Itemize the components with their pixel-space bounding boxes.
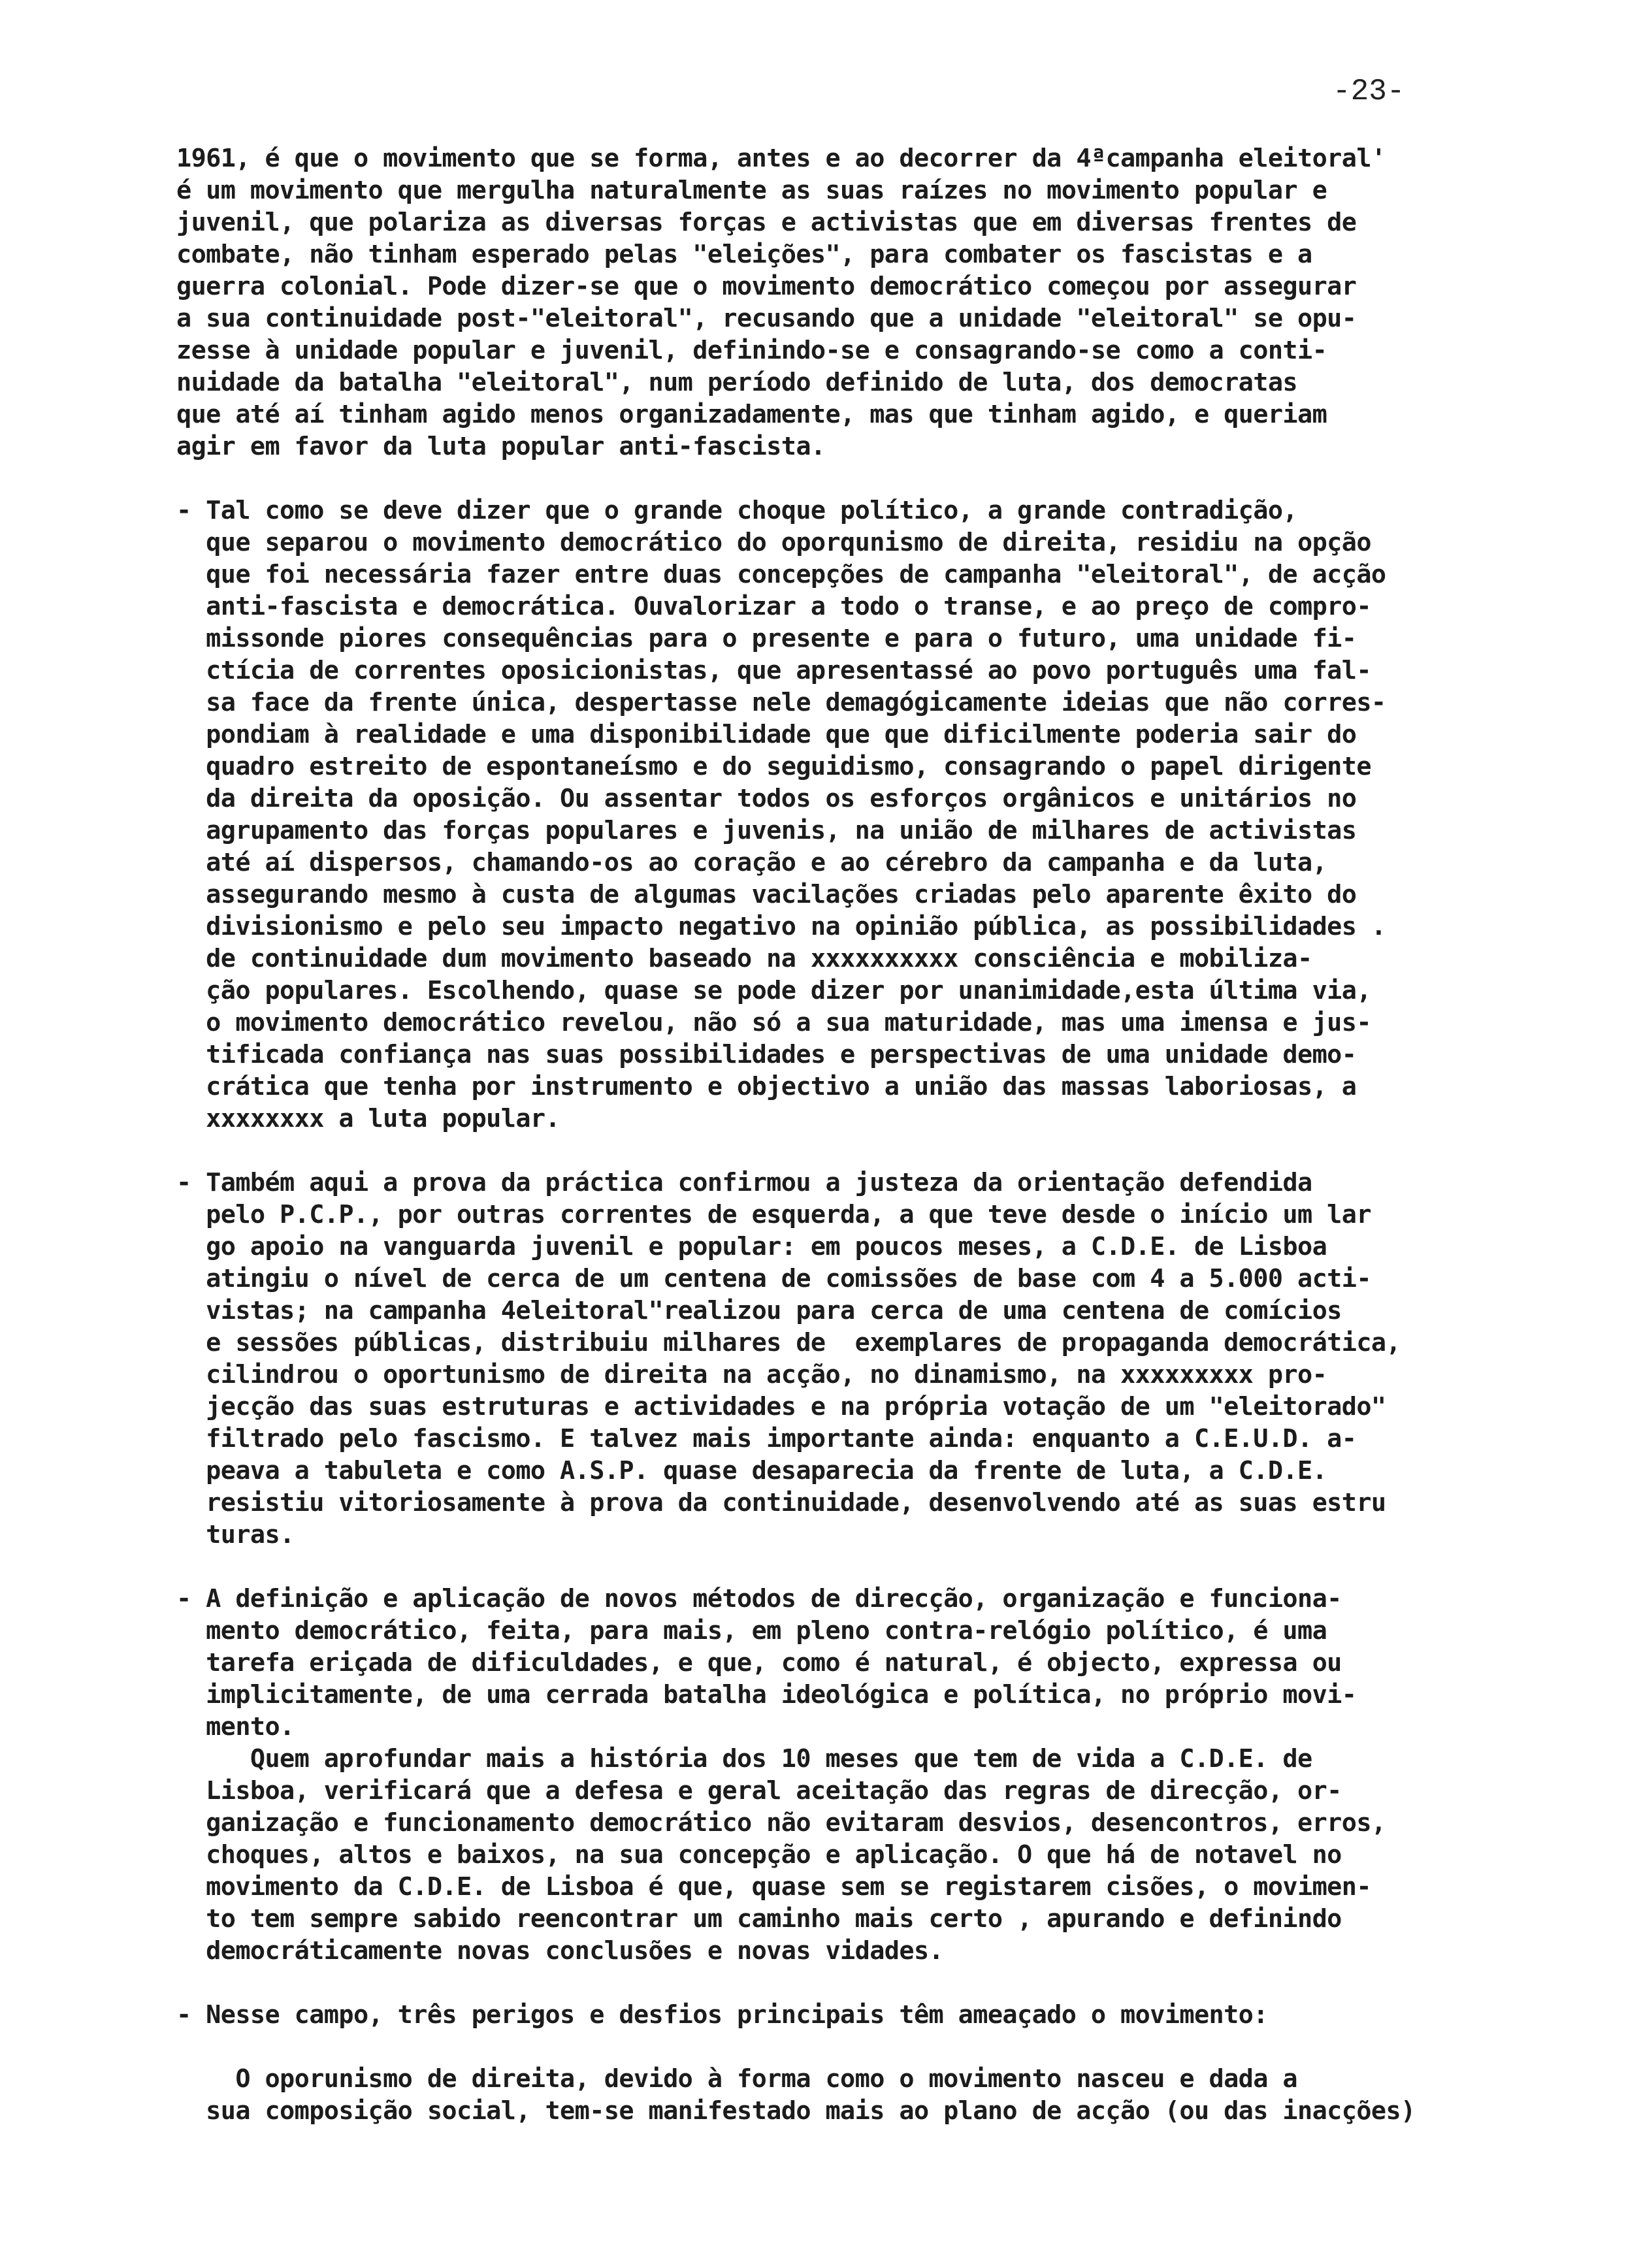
paragraph-3 (176, 1167, 1600, 1551)
text-line: tarefa eriçada de dificuldades, e que, como é natural, é objecto, expressa ou (176, 1648, 1342, 1677)
text-line: é um movimento que mergulha naturalmente as suas raízes no movimento popular e (176, 176, 1327, 205)
text-line: nuidade da batalha "eleitoral", num período definido de luta, dos democratas (176, 368, 1298, 397)
text-line: juvenil, que polariza as diversas forças e activistas que em diversas frentes de (176, 208, 1357, 237)
text-line: xxxxxxxx a luta popular. (176, 1104, 561, 1133)
paragraph-6 (176, 2063, 1600, 2127)
text-line: guerra colonial. Pode dizer-se que o movimento democrático começou por assegurar (176, 272, 1357, 301)
text-line: divisionismo e pelo seu impacto negativo na opinião pública, as possibilidades . (176, 912, 1386, 941)
text-line: quadro estreito de espontaneísmo e do seguidismo, consagrando o papel dirigente (176, 752, 1371, 781)
text-line: combate, não tinham esperado pelas "eleições", para combater os fascistas e a (176, 240, 1312, 269)
text-line: o movimento democrático revelou, não só a sua maturidade, mas uma imensa e jus- (176, 1008, 1371, 1037)
text-line: e sessões públicas, distribuiu milhares de exemplares de propaganda democrática, (176, 1328, 1401, 1357)
text-line: peava a tabuleta e como A.S.P. quase desaparecia da frente de luta, a C.D.E. (176, 1456, 1327, 1485)
text-line: democráticamente novas conclusões e novas vidades. (176, 1936, 944, 1966)
text-line: turas. (176, 1520, 295, 1549)
paragraph-gap (176, 1967, 1600, 1999)
text-line: jecção das suas estruturas e actividades e na própria votação de um "eleitorado" (176, 1392, 1386, 1421)
text-line: Quem aprofundar mais a história dos 10 meses que tem de vida a C.D.E. de (176, 1744, 1312, 1774)
paragraph-2 (176, 494, 1600, 1135)
paragraph-4 (176, 1583, 1600, 1967)
paragraph-gap (176, 462, 1600, 494)
text-line: de continuidade dum movimento baseado na xxxxxxxxxx consciência e mobiliza- (176, 944, 1312, 973)
text-line: atingiu o nível de cerca de um centena de comissões de base com 4 a 5.000 acti- (176, 1264, 1371, 1293)
text-line: O oporunismo de direita, devido à forma como o movimento nasceu e dada a (176, 2064, 1298, 2094)
text-line: crática que tenha por instrumento e objectivo a união das massas laboriosas, a (176, 1072, 1357, 1101)
text-line: choques, altos e baixos, na sua concepção e aplicação. O que há de notavel no (176, 1840, 1342, 1870)
text-line: - A definição e aplicação de novos métodos de direcção, organização e funciona- (176, 1584, 1342, 1613)
text-line: a sua continuidade post-"eleitoral", recusando que a unidade "eleitoral" se opu- (176, 304, 1357, 333)
text-line: go apoio na vanguarda juvenil e popular: em poucos meses, a C.D.E. de Lisboa (176, 1232, 1327, 1261)
text-line: 1961, é que o movimento que se forma, antes e ao decorrer da 4ªcampanha eleitoral' (176, 144, 1386, 173)
text-line: mento democrático, feita, para mais, em pleno contra-relógio político, é uma (176, 1616, 1327, 1645)
text-line: pelo P.C.P., por outras correntes de esquerda, a que teve desde o início um lar (176, 1200, 1371, 1229)
text-line: - Também aqui a prova da práctica confirmou a justeza da orientação defendida (176, 1168, 1312, 1197)
text-line: vistas; na campanha 4eleitoral"realizou para cerca de uma centena de comícios (176, 1296, 1342, 1325)
text-line: resistiu vitoriosamente à prova da continuidade, desenvolvendo até as suas estru (176, 1488, 1386, 1517)
paragraph-gap (176, 1551, 1600, 1583)
text-line: movimento da C.D.E. de Lisboa é que, quase sem se registarem cisões, o movimen- (176, 1872, 1371, 1902)
text-line: tificada confiança nas suas possibilidades e perspectivas de uma unidade demo- (176, 1040, 1357, 1069)
text-line: mento. (176, 1712, 295, 1742)
text-line: anti-fascista e democrática. Ouvalorizar a todo o transe, e ao preço de compro- (176, 592, 1371, 621)
text-line: - Nesse campo, três perigos e desfios principais têm ameaçado o movimento: (176, 2000, 1268, 2030)
text-line: assegurando mesmo à custa de algumas vacilações criadas pelo aparente êxito do (176, 880, 1357, 909)
text-line: implicitamente, de uma cerrada batalha ideológica e política, no próprio movi- (176, 1680, 1357, 1709)
text-line: pondiam à realidade e uma disponibilidade que que dificilmente poderia sair do (176, 720, 1357, 749)
page-number: -23- (1333, 74, 1405, 108)
text-line: - Tal como se deve dizer que o grande choque político, a grande contradição, (176, 496, 1298, 525)
text-line: missonde piores consequências para o presente e para o futuro, uma unidade fi- (176, 624, 1357, 653)
text-line: filtrado pelo fascismo. E talvez mais importante ainda: enquanto a C.E.U.D. a- (176, 1424, 1357, 1453)
text-line: Lisboa, verificará que a defesa e geral aceitação das regras de direcção, or- (176, 1776, 1342, 1806)
text-line: que foi necessária fazer entre duas concepções de campanha "eleitoral", de acção (176, 560, 1386, 589)
paragraph-gap (176, 1135, 1600, 1167)
text-line: ganização e funcionamento democrático não evitaram desvios, desencontros, erros, (176, 1808, 1386, 1838)
body-text (176, 142, 1600, 2127)
text-line: sa face da frente única, despertasse nele demagógicamente ideias que não corres- (176, 688, 1386, 717)
text-line: agir em favor da luta popular anti-fascista. (176, 432, 826, 461)
text-line: to tem sempre sabido reencontrar um caminho mais certo , apurando e definindo (176, 1904, 1342, 1934)
paragraph-gap (176, 2031, 1600, 2063)
text-line: que até aí tinham agido menos organizadamente, mas que tinham agido, e queriam (176, 400, 1327, 429)
text-line: que separou o movimento democrático do oporqunismo de direita, residiu na opção (176, 528, 1371, 557)
text-line: ctícia de correntes oposicionistas, que apresentassé ao povo português uma fal- (176, 656, 1371, 685)
text-line: sua composição social, tem-se manifestado mais ao plano de acção (ou das inacções) (176, 2096, 1416, 2126)
text-line: agrupamento das forças populares e juvenis, na união de milhares de activistas (176, 816, 1357, 845)
paragraph-5 (176, 1999, 1600, 2031)
text-line: zesse à unidade popular e juvenil, definindo-se e consagrando-se como a conti- (176, 336, 1327, 365)
text-line: ção populares. Escolhendo, quase se pode dizer por unanimidade,esta última via, (176, 976, 1371, 1005)
text-line: da direita da oposição. Ou assentar todos os esforços orgânicos e unitários no (176, 784, 1357, 813)
text-line: até aí dispersos, chamando-os ao coração e ao cérebro da campanha e da luta, (176, 848, 1327, 877)
paragraph-1 (176, 142, 1600, 462)
text-line: cilindrou o oportunismo de direita na acção, no dinamismo, na xxxxxxxxx pro- (176, 1360, 1327, 1389)
